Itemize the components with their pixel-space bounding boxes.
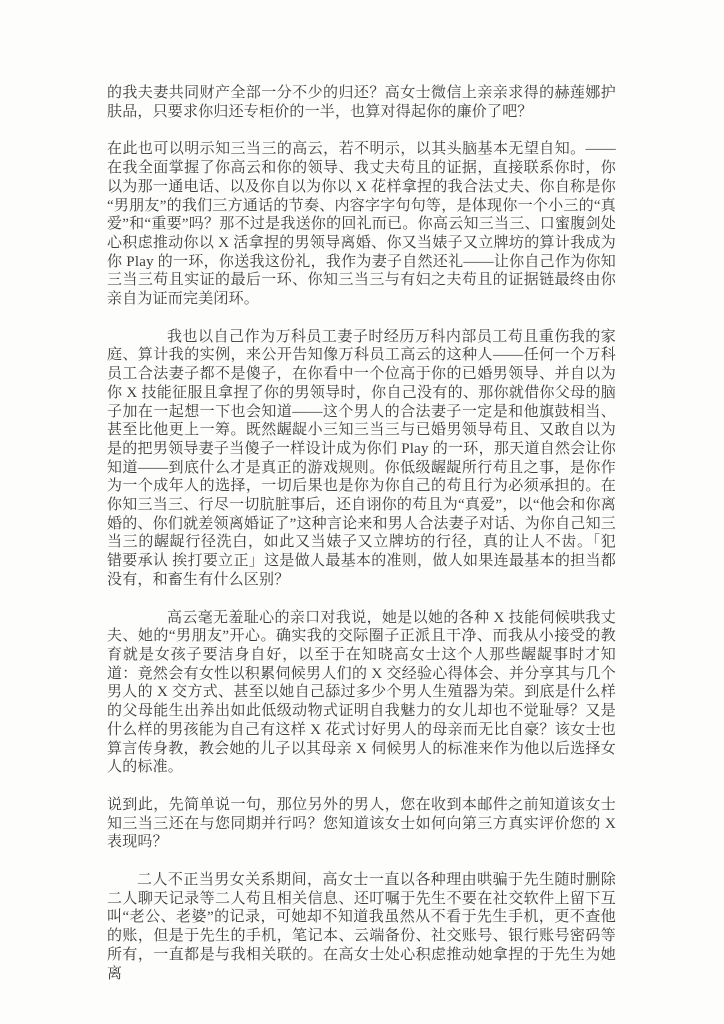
paragraph: 的我夫妻共同财产全部一分不少的归还？高女士微信上亲亲求得的赫莲娜护肤品，只要求你归还专柜价的一半，也算对得起你的廉价了吧？ xyxy=(107,85,616,120)
paragraph: 高云毫无羞耻心的亲口对我说，她是以她的各种 X 技能伺候哄我丈夫、她的“男朋友”开心。确实我的交际圈子正派且干净、而我从小接受的教育就是女孩子要洁身自好，以至于在知晓高女士这个人那些龌龊事时才知道：竟然会有女性以积累伺候男人们的 X 交经验心得体会、并分享其与几个男人的 X 交方式、甚至以她自己舔过多少个男人生殖器为荣。到底是什么样的父母能生出养出如此低级动物式证明自我魅力的女儿却也不觉耻辱？又是什么样的男孩能为自己有这样 X 花式讨好男人的母亲而无比自豪？该女士也算言传身教，教会她的儿子以其母亲 X 伺候男人的标准来作为他以后选择女人的标准。 xyxy=(107,609,616,776)
paragraph: 在此也可以明示知三当三的高云，若不明示，以其头脑基本无望自知。——在我全面掌握了你高云和你的领导、我丈夫苟且的证据，直接联系你时，你以为那一通电话、以及你自以为你以 X 花样拿捏的我合法丈夫、你自称是你“男朋友”的我们三方通话的节奏、内容字字句句等，是体现你一个小三的“真爱”和“重要”吗？那不过是我送你的回礼而已。你高云知三当三、口蜜腹剑处心积虑推动你以 X 活拿捏的男领导离婚、你又当婊子又立牌坊的算计我成为你 Play 的一环，你送我这份礼，我作为妻子自然还礼——让你自己作为你知三当三苟且实证的最后一环、你知三当三与有妇之夫苟且的证据链最终由你亲自为证而完美闭环。 xyxy=(107,141,616,308)
document-text-block xyxy=(107,84,616,1002)
paragraph: 二人不正当男女关系期间，高女士一直以各种理由哄骗于先生随时删除二人聊天记录等二人苟且相关信息、还叮嘱于先生不要在社交软件上留下互叫“老公、老婆”的记录，可她却不知道我虽然从不看于先生手机，更不查他的账，但是于先生的手机，笔记本、云端备份、社交账号、银行账号密码等所有，一直都是与我相关联的。在高女士处心积虑推动她拿捏的于先生为她离 xyxy=(107,872,616,982)
paragraph: 说到此，先简单说一句，那位另外的男人，您在收到本邮件之前知道该女士知三当三还在与您同期并行吗？您知道该女士如何向第三方真实评价您的 X 表现吗？ xyxy=(107,796,616,851)
paragraph: 我也以自己作为万科员工妻子时经历万科内部员工苟且重伤我的家庭、算计我的实例，来公开告知像万科员工高云的这种人——任何一个万科员工合法妻子都不是傻子，在你看中一个位高于你的已婚男领导、并自以为你 X 技能征服且拿捏了你的男领导时，你自己没有的、那你就借你父母的脑子加在一起想一下也会知道——这个男人的合法妻子一定是和他旗鼓相当、甚至比他更上一筹。既然龌龊小三知三当三与已婚男领导苟且、又敢自以为是的把男领导妻子当傻子一样设计成为你们 Play 的一环，那天道自然会让你知道——到底什么才是真正的游戏规则。你低级龌龊所行苟且之事，是你作为一个成年人的选择，一切后果也是你为你自己的苟且行为必须承担的。在你知三当三、行尽一切肮脏事后，还自诩你的苟且为“真爱”，以“他会和你离婚的、你们就差领离婚证了”这种言论来和男人合法妻子对话、为你自己知三当三的龌龊行径洗白，如此又当婊子又立牌坊的行径，真的让人不齿。「犯错要承认 挨打要立正」这是做人最基本的准则，做人如果连最基本的担当都没有，和畜生有什么区别？ xyxy=(107,328,616,588)
